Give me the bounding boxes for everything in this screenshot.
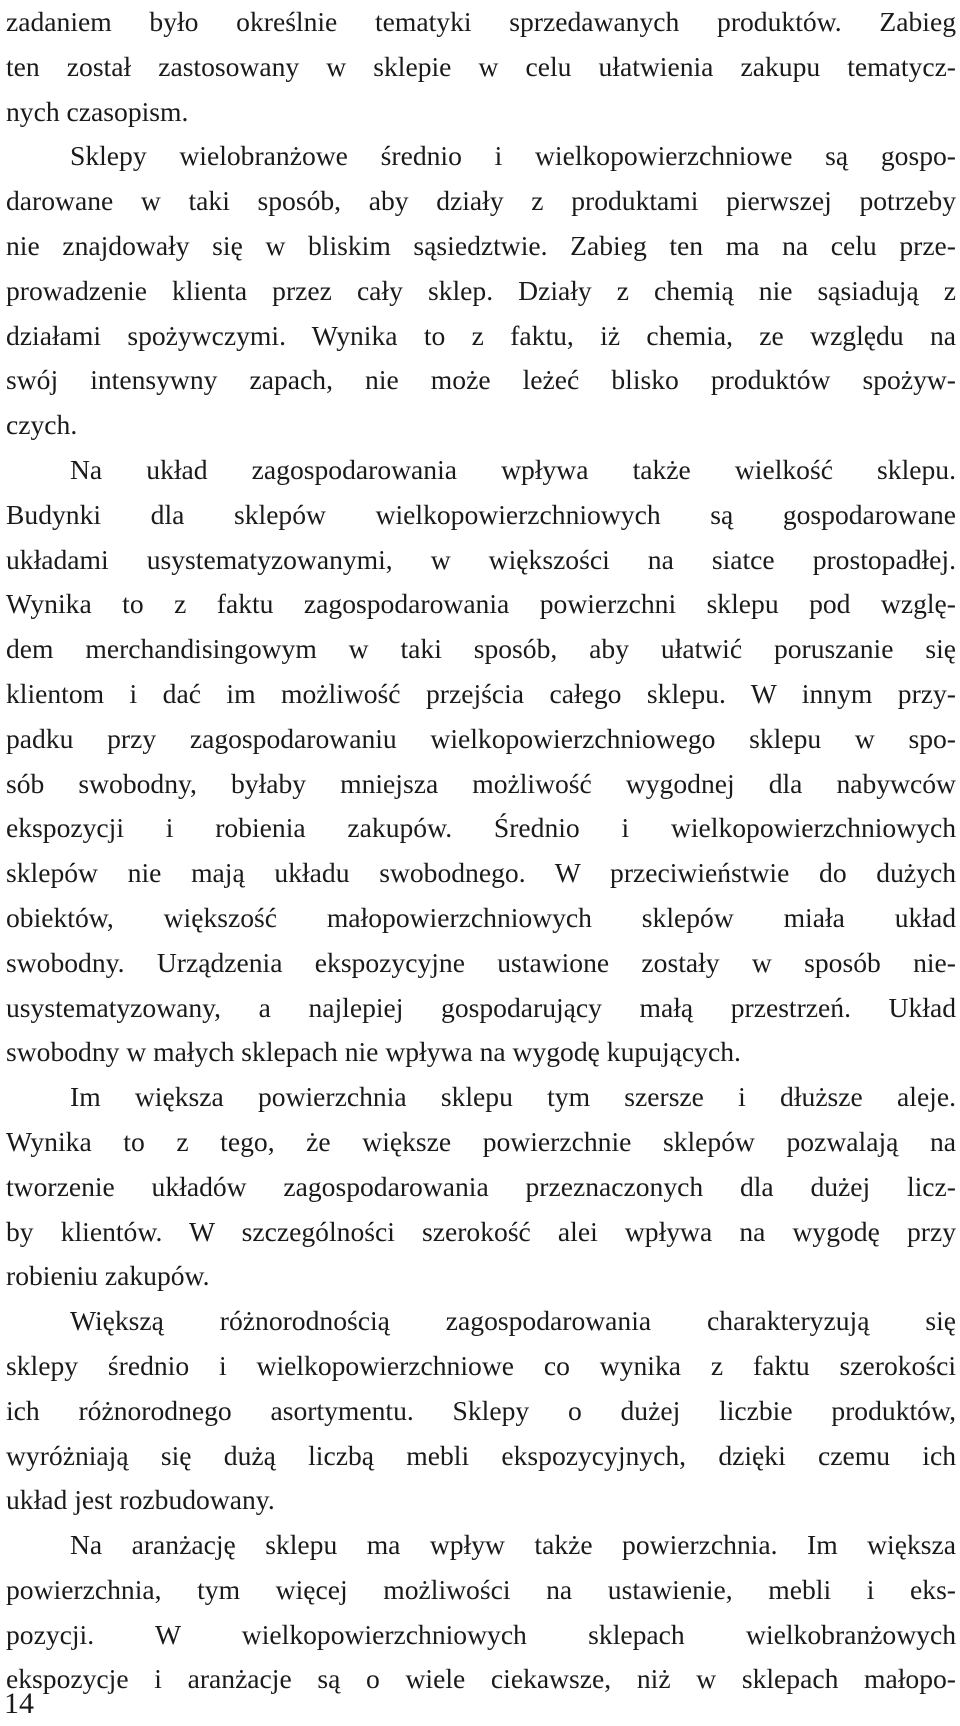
- text-line: swobodny. Urządzenia ekspozycyjne ustawione zostały w sposób nie-: [6, 946, 956, 978]
- text-line: Sklepy wielobranżowe średnio i wielkopowierzchniowe są gospo-: [70, 140, 956, 172]
- text-line: czych.: [6, 409, 78, 441]
- text-line: zadaniem było określnie tematyki sprzedawanych produktów. Zabieg: [6, 6, 956, 37]
- text-line: Budynki dla sklepów wielkopowierzchniowych są gospodarowane: [6, 498, 956, 530]
- page-number: 14: [4, 1687, 34, 1720]
- text-line: ten został zastosowany w sklepie w celu ułatwienia zakupu tematycz-: [6, 50, 956, 82]
- text-line: nych czasopism.: [6, 95, 189, 127]
- text-line: działami spożywczymi. Wynika to z faktu, iż chemia, ze względu na: [6, 319, 956, 351]
- paragraph-5: [6, 1299, 956, 1523]
- text-line: robieniu zakupów.: [6, 1260, 210, 1292]
- paragraph-6: [6, 1523, 956, 1702]
- text-line: prowadzenie klienta przez cały sklep. Działy z chemią nie sąsiadują z: [6, 274, 956, 306]
- text-line: swój intensywny zapach, nie może leżeć blisko produktów spożyw-: [6, 364, 956, 396]
- page-body: [6, 0, 956, 1702]
- text-line: usystematyzowany, a najlepiej gospodarujący małą przestrzeń. Układ: [6, 991, 956, 1023]
- text-line: ich różnorodnego asortymentu. Sklepy o dużej liczbie produktów,: [6, 1394, 956, 1426]
- text-line: klientom i dać im możliwość przejścia całego sklepu. W innym przy-: [6, 677, 956, 709]
- text-line: ekspozycje i aranżacje są o wiele ciekawsze, niż w sklepach małopo-: [6, 1663, 956, 1695]
- text-line: układami usystematyzowanymi, w większości na siatce prostopadłej.: [6, 543, 956, 575]
- text-line: ekspozycji i robienia zakupów. Średnio i wielkopowierzchniowych: [6, 812, 956, 844]
- text-line: pozycji. W wielkopowierzchniowych sklepach wielkobranżowych: [6, 1618, 956, 1650]
- text-line: Na aranżację sklepu ma wpływ także powierzchnia. Im większa: [70, 1529, 956, 1561]
- text-line: Wynika to z tego, że większe powierzchnie sklepów pozwalają na: [6, 1125, 956, 1157]
- paragraph-2: [6, 134, 956, 448]
- text-line: układ jest rozbudowany.: [6, 1484, 275, 1516]
- text-line: wyróżniają się dużą liczbą mebli ekspozycyjnych, dzięki czemu ich: [6, 1439, 956, 1471]
- text-line: obiektów, większość małopowierzchniowych sklepów miała układ: [6, 901, 956, 933]
- text-line: nie znajdowały się w bliskim sąsiedztwie. Zabieg ten ma na celu prze-: [6, 229, 956, 261]
- text-line: sklepów nie mają układu swobodnego. W przeciwieństwie do dużych: [6, 857, 956, 889]
- text-line: Wynika to z faktu zagospodarowania powierzchni sklepu pod wzglę-: [6, 588, 956, 620]
- paragraph-3: [6, 448, 956, 1075]
- text-line: padku przy zagospodarowaniu wielkopowierzchniowego sklepu w spo-: [6, 722, 956, 754]
- text-line: swobodny w małych sklepach nie wpływa na wygodę kupujących.: [6, 1036, 741, 1068]
- paragraph-4: [6, 1075, 956, 1299]
- paragraph-1: [6, 0, 956, 134]
- text-line: sklepy średnio i wielkopowierzchniowe co wynika z faktu szerokości: [6, 1349, 956, 1381]
- text-line: dem merchandisingowym w taki sposób, aby ułatwić poruszanie się: [6, 633, 956, 665]
- text-line: Im większa powierzchnia sklepu tym szersze i dłuższe aleje.: [70, 1081, 956, 1113]
- text-line: darowane w taki sposób, aby działy z produktami pierwszej potrzeby: [6, 185, 956, 217]
- text-line: powierzchnia, tym więcej możliwości na ustawienie, mebli i eks-: [6, 1573, 956, 1605]
- text-line: Większą różnorodnością zagospodarowania charakteryzują się: [70, 1305, 956, 1337]
- text-line: by klientów. W szczególności szerokość alei wpływa na wygodę przy: [6, 1215, 956, 1247]
- text-line: sób swobodny, byłaby mniejsza możliwość wygodnej dla nabywców: [6, 767, 956, 799]
- text-line: tworzenie układów zagospodarowania przeznaczonych dla dużej licz-: [6, 1170, 956, 1202]
- text-line: Na układ zagospodarowania wpływa także wielkość sklepu.: [70, 453, 956, 485]
